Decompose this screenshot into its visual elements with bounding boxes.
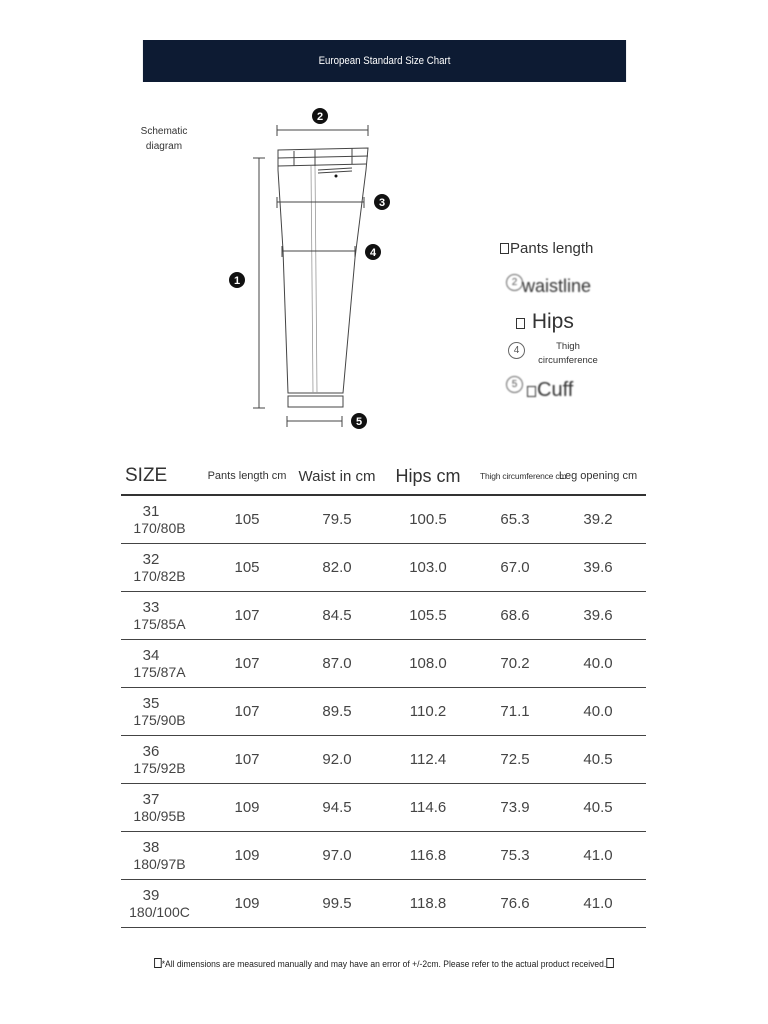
header-pants-length: Pants length cm (196, 458, 298, 495)
leg-cell: 40.0 (550, 640, 646, 688)
hips-cell: 108.0 (376, 640, 480, 688)
header-hips: Hips cm (376, 458, 480, 495)
pants-cuff (288, 396, 343, 407)
thigh-cell: 75.3 (480, 832, 550, 880)
pants-button (335, 175, 338, 178)
size-cell: 33 175/85A (121, 592, 196, 640)
thigh-cell: 73.9 (480, 784, 550, 832)
size-cell: 38 180/97B (121, 832, 196, 880)
waist-cell: 84.5 (298, 592, 376, 640)
header-waist: Waist in cm (298, 458, 376, 495)
table-row (121, 544, 646, 592)
pants-outline (278, 148, 368, 393)
pants-pocket (318, 168, 352, 173)
length-cell: 107 (196, 688, 298, 736)
box-glyph-icon (527, 386, 536, 397)
waist-cell: 79.5 (298, 495, 376, 544)
measure-waist-line (277, 125, 368, 136)
size-cell: 34 175/87A (121, 640, 196, 688)
marker-2-label: 2 (316, 111, 324, 123)
length-cell: 107 (196, 736, 298, 784)
size-cell: 39 180/100C (121, 880, 196, 928)
size-cell: 36 175/92B (121, 736, 196, 784)
length-cell: 109 (196, 832, 298, 880)
thigh-cell: 65.3 (480, 495, 550, 544)
header-leg-opening: Leg opening cm (550, 458, 646, 495)
box-glyph-icon (500, 243, 509, 254)
marker-1-label: 1 (233, 275, 241, 287)
legend-item-waistline: waistline (522, 276, 592, 296)
legend-item-thigh: Thigh circumference (538, 341, 598, 366)
length-cell: 105 (196, 544, 298, 592)
waist-cell: 87.0 (298, 640, 376, 688)
waist-cell: 92.0 (298, 736, 376, 784)
schematic-label-line1: Schematic (140, 126, 188, 137)
hips-cell: 110.2 (376, 688, 480, 736)
length-cell: 107 (196, 640, 298, 688)
measure-cuff-line (287, 416, 342, 427)
measure-length-line (253, 158, 265, 408)
thigh-cell: 76.6 (480, 880, 550, 928)
leg-cell: 40.0 (550, 688, 646, 736)
length-cell: 107 (196, 592, 298, 640)
length-cell: 105 (196, 495, 298, 544)
pants-waistband (278, 156, 368, 166)
box-glyph-icon (154, 958, 162, 968)
size-cell: 37 180/95B (121, 784, 196, 832)
thigh-cell: 71.1 (480, 688, 550, 736)
size-cell: 32 170/82B (121, 544, 196, 592)
size-cell: 31 170/80B (121, 495, 196, 544)
length-cell: 109 (196, 880, 298, 928)
circle-2-icon: 2 (506, 274, 523, 291)
leg-cell: 39.6 (550, 544, 646, 592)
marker-4-label: 4 (369, 247, 377, 259)
chart-title: European Standard Size Chart (318, 55, 451, 67)
table-row (121, 688, 646, 736)
hips-cell: 116.8 (376, 832, 480, 880)
waist-cell: 99.5 (298, 880, 376, 928)
table-row (121, 736, 646, 784)
hips-cell: 100.5 (376, 495, 480, 544)
table-row (121, 640, 646, 688)
leg-cell: 39.2 (550, 495, 646, 544)
leg-cell: 39.6 (550, 592, 646, 640)
header-thigh: Thigh circumference cm (480, 458, 550, 495)
box-glyph-icon (606, 958, 614, 968)
circle-5-icon: 5 (506, 376, 523, 393)
leg-cell: 40.5 (550, 784, 646, 832)
pants-diagram (200, 100, 410, 440)
thigh-cell: 72.5 (480, 736, 550, 784)
marker-5-label: 5 (355, 416, 363, 428)
pants-crease (311, 166, 317, 393)
table-row (121, 880, 646, 928)
table-header-row (121, 458, 646, 495)
schematic-label-line2: diagram (145, 141, 183, 152)
waist-cell: 89.5 (298, 688, 376, 736)
size-cell: 35 175/90B (121, 688, 196, 736)
leg-cell: 41.0 (550, 832, 646, 880)
marker-3-label: 3 (378, 197, 386, 209)
circle-4-icon: 4 (508, 342, 525, 359)
waist-cell: 82.0 (298, 544, 376, 592)
measure-thigh-line (282, 246, 355, 257)
hips-cell: 105.5 (376, 592, 480, 640)
table-row (121, 495, 646, 544)
chart-title-bar (143, 40, 626, 82)
hips-cell: 112.4 (376, 736, 480, 784)
measurement-footnote: *All dimensions are measured manually and may have an error of +/-2cm. Please refer to the actual product received. (19, 958, 749, 969)
waist-cell: 97.0 (298, 832, 376, 880)
leg-cell: 40.5 (550, 736, 646, 784)
hips-cell: 103.0 (376, 544, 480, 592)
thigh-cell: 67.0 (480, 544, 550, 592)
legend-item-cuff: Cuff (527, 379, 573, 402)
measure-hips-line (277, 197, 364, 208)
hips-cell: 114.6 (376, 784, 480, 832)
thigh-cell: 68.6 (480, 592, 550, 640)
table-row (121, 832, 646, 880)
header-size: SIZE (121, 458, 196, 495)
table-row (121, 592, 646, 640)
box-glyph-icon (516, 318, 525, 329)
leg-cell: 41.0 (550, 880, 646, 928)
size-table (121, 458, 646, 928)
hips-cell: 118.8 (376, 880, 480, 928)
legend-item-hips: Hips (516, 310, 574, 334)
waist-cell: 94.5 (298, 784, 376, 832)
length-cell: 109 (196, 784, 298, 832)
schematic-label (135, 124, 193, 154)
thigh-cell: 70.2 (480, 640, 550, 688)
legend-item-pants-length: Pants length (500, 240, 593, 257)
table-row (121, 784, 646, 832)
